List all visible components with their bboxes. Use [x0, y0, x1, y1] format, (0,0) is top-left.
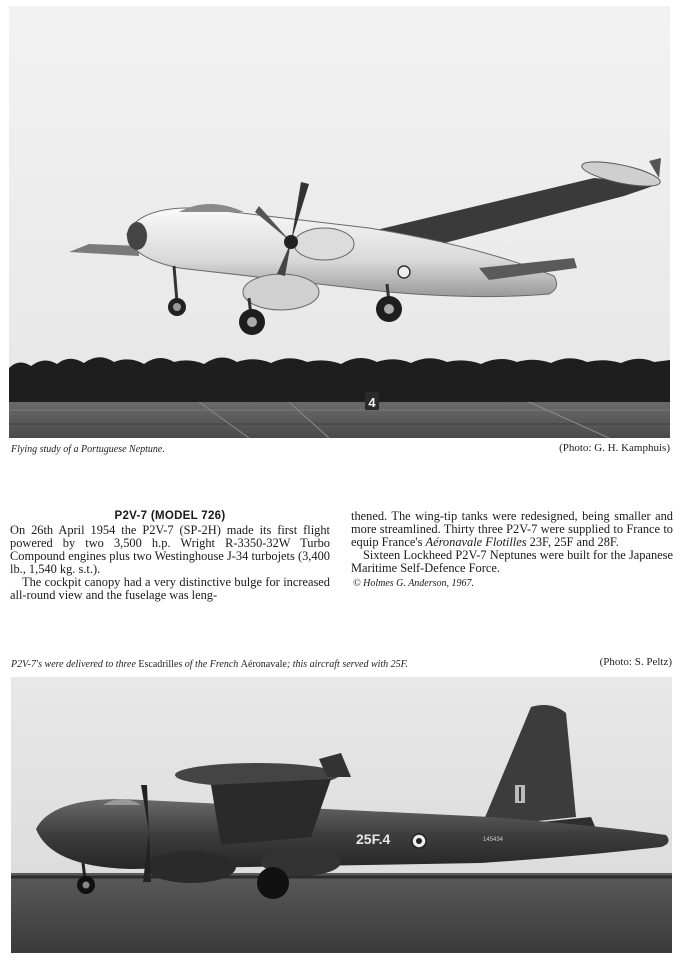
tail-serial: 145434	[483, 837, 504, 843]
top-photo-image	[9, 6, 670, 438]
bottom-photo-image	[11, 677, 672, 953]
article-heading: P2V-7 (MODEL 726)	[114, 510, 226, 522]
article-paragraph: On 26th April 1954 the P2V-7 (SP-2H) made its first flight powered by two 3,500 h.p. Wright R-3350-32W Turbo Compound engines plus two Westinghouse J-34 turbojets (3,400 lb., 1,540 kg. s.t.).	[10, 523, 330, 576]
article-right-column	[351, 510, 673, 590]
bottom-photo-caption: P2V-7's were delivered to three Escadrilles of the French Aéronavale; this aircraft served with 25F.	[11, 659, 408, 670]
aircraft-number: 4	[368, 395, 376, 410]
top-photo	[9, 6, 670, 438]
fuselage-code: 25F.4	[356, 831, 391, 847]
copyright-notice: © Holmes G. Anderson, 1967.	[353, 578, 475, 589]
article-left-column	[10, 510, 330, 602]
top-photo-credit: (Photo: G. H. Kamphuis)	[559, 442, 670, 454]
bottom-photo-credit: (Photo: S. Peltz)	[599, 656, 672, 668]
article-paragraph: Sixteen Lockheed P2V-7 Neptunes were built for the Japanese Maritime Self-Defence Force.	[351, 548, 673, 575]
article-paragraph: thened. The wing-tip tanks were redesigned, being smaller and more streamlined. Thirty three P2V-7 were supplied to France to equip France's Aéronavale Flotilles 23F, 25F and 28F.	[351, 509, 673, 549]
bottom-photo	[11, 677, 672, 953]
top-photo-caption: Flying study of a Portuguese Neptune.	[11, 444, 165, 455]
article-paragraph: The cockpit canopy had a very distinctive bulge for increased all-round view and the fuselage was leng-	[10, 575, 330, 602]
